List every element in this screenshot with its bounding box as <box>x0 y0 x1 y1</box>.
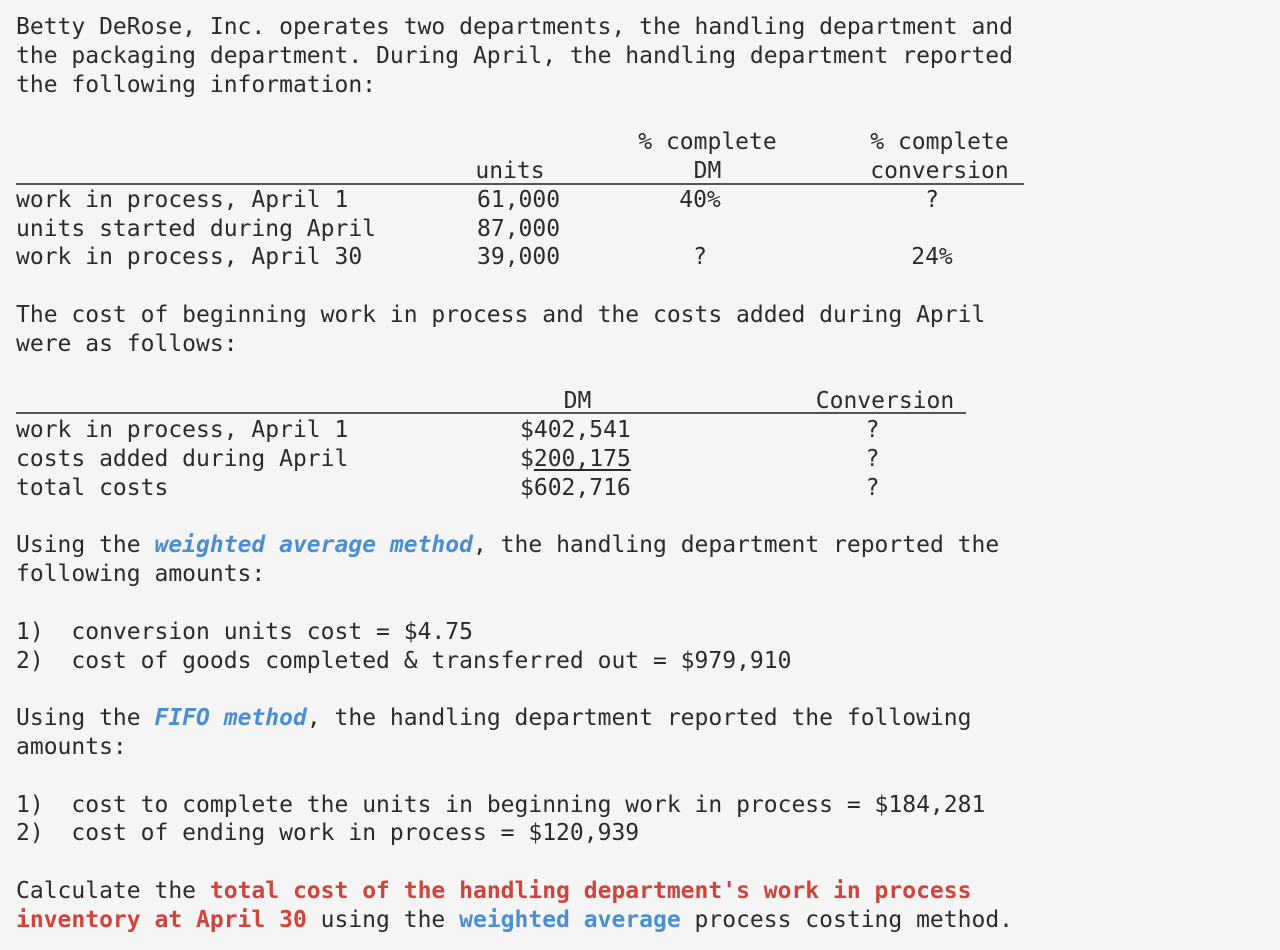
units-table-rule <box>16 183 1024 185</box>
cost-row-label: total costs <box>16 475 169 501</box>
fifo-pre: Using the <box>16 705 155 731</box>
cost-row-conv: ? <box>865 475 880 501</box>
fifo-post: , the handling department reported the following <box>306 705 972 731</box>
cost-row-conv: ? <box>865 446 880 472</box>
weighted-item <box>16 618 473 647</box>
units-row-dm: ? <box>693 244 707 270</box>
fifo-method-highlight: FIFO method <box>154 705 307 731</box>
units-row-value: 61,000 <box>477 187 561 213</box>
cost-row-label: work in process, April 1 <box>16 417 349 443</box>
units-header: units <box>475 158 545 184</box>
question-highlight-blue: weighted average <box>459 907 681 933</box>
units-row-dm: 40% <box>679 187 721 213</box>
list-text: cost to complete the units in beginning work in process = $184,281 <box>71 792 986 818</box>
list-text: cost of ending work in process = $120,939 <box>71 820 640 846</box>
units-row-label: work in process, April 1 <box>16 187 349 213</box>
weighted-intro <box>16 531 999 560</box>
conv-pct-header-line1: % complete <box>870 129 1009 155</box>
units-row-label: work in process, April 30 <box>16 244 363 270</box>
weighted-pre: Using the <box>16 532 155 558</box>
dm-pct-header-line2: DM <box>693 158 722 184</box>
fifo-intro <box>16 704 971 733</box>
list-text: cost of goods completed & transferred out = $979,910 <box>71 648 792 674</box>
conv-pct-header-line2: conversion <box>870 158 1009 184</box>
fifo-item <box>16 819 639 848</box>
units-row-conv: 24% <box>911 244 953 270</box>
question-highlight-red: total cost of the handling department's work in process <box>209 878 972 904</box>
units-row-conv: ? <box>925 187 939 213</box>
units-row-label: units started during April <box>16 216 377 242</box>
cost-row-dm-prefix: $ <box>520 446 534 472</box>
units-row-value: 39,000 <box>477 244 561 270</box>
cost-row-dm: $402,541 <box>520 417 631 443</box>
units-row-value: 87,000 <box>477 216 561 242</box>
cost-row-label: costs added during April <box>16 446 349 472</box>
cost-dm-header: DM <box>563 388 592 414</box>
list-number: 2) <box>16 648 44 674</box>
question-mid: using the <box>306 907 460 933</box>
question-pre: Calculate the <box>16 878 210 904</box>
cost-row-dm: $602,716 <box>520 475 631 501</box>
fifo-item <box>16 791 985 820</box>
weighted-method-highlight: weighted average method <box>154 532 473 558</box>
weighted-item <box>16 647 791 676</box>
list-number: 1) <box>16 619 44 645</box>
cost-row-dm-underlined: 200,175 <box>533 446 631 472</box>
question-line1 <box>16 877 971 906</box>
list-number: 1) <box>16 792 44 818</box>
weighted-intro-line2: following amounts: <box>16 561 266 587</box>
cost-intro-text: The cost of beginning work in process and the costs added during April were as follows: <box>16 302 986 357</box>
cost-conversion-header: Conversion <box>815 388 955 414</box>
question-line2 <box>16 906 1013 935</box>
fifo-intro-line2: amounts: <box>16 734 127 760</box>
cost-row-conv: ? <box>865 417 880 443</box>
question-highlight-red: inventory at April 30 <box>16 907 307 933</box>
weighted-post: , the handling department reported the <box>472 532 1000 558</box>
dm-pct-header-line1: % complete <box>638 129 777 155</box>
intro-text: Betty DeRose, Inc. operates two departments, the handling department and the packaging department. During April, the handling department reported the following information: <box>16 14 1013 98</box>
cost-row-dm <box>520 445 631 474</box>
cost-table-rule <box>16 412 966 414</box>
list-number: 2) <box>16 820 44 846</box>
list-text: conversion units cost = $4.75 <box>71 619 473 645</box>
question-post: process costing method. <box>680 907 1014 933</box>
